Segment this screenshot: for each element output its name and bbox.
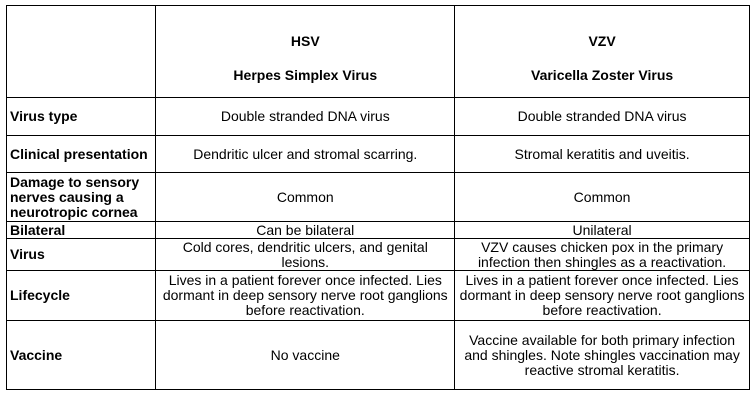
vzv-cell: Double stranded DNA virus	[455, 98, 750, 136]
hsv-cell: Common	[156, 173, 455, 222]
row-label: Vaccine	[7, 321, 156, 390]
row-label: Lifecycle	[7, 271, 156, 321]
header-vzv-name: Varicella Zoster Virus	[531, 67, 674, 83]
header-hsv-name: Herpes Simplex Virus	[233, 67, 378, 83]
vzv-cell: Unilateral	[455, 222, 750, 239]
table-row-nerve-damage	[7, 173, 750, 222]
table-row-virus	[7, 239, 750, 271]
table-row-clinical-presentation	[7, 136, 750, 173]
table-row-virus-type	[7, 98, 750, 136]
vzv-cell: VZV causes chicken pox in the primary infection then shingles as a reactivation.	[455, 239, 750, 271]
table-row-lifecycle	[7, 271, 750, 321]
vzv-cell: Lives in a patient forever once infected. Lies dormant in deep sensory nerve root ganglions before reactivation.	[455, 271, 750, 321]
hsv-cell: Double stranded DNA virus	[156, 98, 455, 136]
hsv-cell: Can be bilateral	[156, 222, 455, 239]
header-hsv	[156, 6, 455, 98]
vzv-cell: Vaccine available for both primary infection and shingles. Note shingles vaccination may reactive stromal keratitis.	[455, 321, 750, 390]
comparison-table	[6, 5, 750, 390]
row-label: Virus	[7, 239, 156, 271]
header-vzv	[455, 6, 750, 98]
vzv-cell: Stromal keratitis and uveitis.	[455, 136, 750, 173]
header-hsv-abbr: HSV	[290, 33, 320, 49]
hsv-cell: Lives in a patient forever once infected. Lies dormant in deep sensory nerve root ganglions before reactivation.	[156, 271, 455, 321]
hsv-cell: Dendritic ulcer and stromal scarring.	[156, 136, 455, 173]
header-vzv-abbr: VZV	[588, 33, 616, 49]
row-label: Clinical presentation	[7, 136, 156, 173]
header-empty-cell	[7, 6, 156, 98]
header-row	[7, 6, 750, 98]
table-row-bilateral	[7, 222, 750, 239]
hsv-cell: Cold cores, dendritic ulcers, and genital lesions.	[156, 239, 455, 271]
hsv-cell: No vaccine	[156, 321, 455, 390]
row-label: Virus type	[7, 98, 156, 136]
vzv-cell: Common	[455, 173, 750, 222]
row-label: Bilateral	[7, 222, 156, 239]
table-row-vaccine	[7, 321, 750, 390]
row-label: Damage to sensory nerves causing a neurotropic cornea	[7, 173, 156, 222]
